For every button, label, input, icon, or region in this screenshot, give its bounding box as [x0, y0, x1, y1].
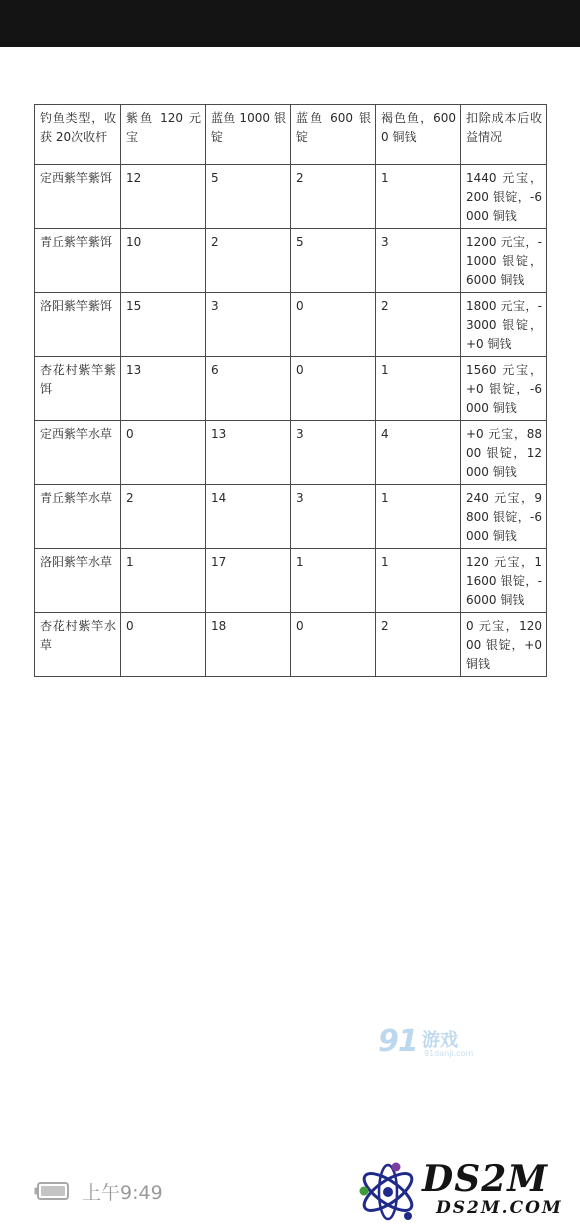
fishing-table [34, 104, 547, 677]
table-cell-blue-fish-1000: 13 [206, 421, 291, 485]
table-cell-blue-fish-600: 2 [291, 165, 376, 229]
table-row [35, 229, 547, 293]
table-cell-net-profit: +0 元宝，8800 银锭，12000 铜钱 [461, 421, 547, 485]
table-row [35, 485, 547, 549]
ds2m-logo [352, 1158, 570, 1224]
table-cell-purple-fish: 2 [121, 485, 206, 549]
table-cell-fishing-type: 青丘紫竿水草 [35, 485, 121, 549]
table-cell-blue-fish-600: 0 [291, 293, 376, 357]
header-cell-brown-fish: 褐色鱼，6000 铜钱 [376, 105, 461, 165]
table-cell-net-profit: 0 元宝，12000 银锭，+0 铜钱 [461, 613, 547, 677]
table-cell-fishing-type: 洛阳紫竿水草 [35, 549, 121, 613]
table-cell-net-profit: 1200 元宝，-1000 银锭，6000 铜钱 [461, 229, 547, 293]
table-cell-blue-fish-1000: 18 [206, 613, 291, 677]
watermark-91-logo [378, 1024, 478, 1064]
table-cell-fishing-type: 洛阳紫竿紫饵 [35, 293, 121, 357]
watermark-game-label: 游戏 [422, 1030, 458, 1051]
table-cell-blue-fish-1000: 3 [206, 293, 291, 357]
table-cell-brown-fish: 4 [376, 421, 461, 485]
table-cell-blue-fish-600: 0 [291, 357, 376, 421]
header-cell-blue-fish-1000: 蓝鱼 1000 银锭 [206, 105, 291, 165]
table-cell-blue-fish-1000: 5 [206, 165, 291, 229]
table-cell-fishing-type: 杏花村紫竿水草 [35, 613, 121, 677]
table-cell-brown-fish: 1 [376, 165, 461, 229]
status-time: 上午9:49 [82, 1182, 163, 1204]
table-cell-fishing-type: 杏花村紫竿紫饵 [35, 357, 121, 421]
table-cell-blue-fish-600: 3 [291, 485, 376, 549]
header-cell-blue-fish-600: 蓝鱼 600 银锭 [291, 105, 376, 165]
top-bar [0, 0, 580, 47]
table-cell-blue-fish-1000: 2 [206, 229, 291, 293]
header-cell-purple-fish: 紫鱼 120 元宝 [121, 105, 206, 165]
table-cell-blue-fish-1000: 17 [206, 549, 291, 613]
watermark-url: 91danji.com [424, 1049, 474, 1058]
table-row [35, 165, 547, 229]
table-cell-brown-fish: 1 [376, 485, 461, 549]
table-cell-fishing-type: 青丘紫竿紫饵 [35, 229, 121, 293]
table-cell-blue-fish-600: 0 [291, 613, 376, 677]
ds2m-wordmark: DS2M [422, 1158, 549, 1200]
table-cell-purple-fish: 10 [121, 229, 206, 293]
table-row [35, 293, 547, 357]
table-cell-purple-fish: 15 [121, 293, 206, 357]
table-cell-net-profit: 1560 元宝，+0 银锭，-6000 铜钱 [461, 357, 547, 421]
table-header-row [35, 105, 547, 165]
table-row [35, 613, 547, 677]
ds2m-url: DS2M.COM [436, 1198, 563, 1218]
table-cell-brown-fish: 1 [376, 549, 461, 613]
table-cell-blue-fish-600: 3 [291, 421, 376, 485]
table-cell-blue-fish-600: 5 [291, 229, 376, 293]
table-cell-brown-fish: 3 [376, 229, 461, 293]
table-cell-blue-fish-600: 1 [291, 549, 376, 613]
table-cell-brown-fish: 2 [376, 293, 461, 357]
header-cell-fishing-type: 钓鱼类型，收获 20次收杆 [35, 105, 121, 165]
table-row [35, 421, 547, 485]
table-cell-net-profit: 1440 元宝，200 银锭，-6000 铜钱 [461, 165, 547, 229]
table-cell-net-profit: 120 元宝，11600 银锭，-6000 铜钱 [461, 549, 547, 613]
header-cell-net-profit: 扣除成本后收益情况 [461, 105, 547, 165]
battery-icon [34, 1182, 70, 1200]
table-cell-purple-fish: 1 [121, 549, 206, 613]
atom-emblem-icon [352, 1158, 424, 1224]
table-cell-purple-fish: 12 [121, 165, 206, 229]
table-cell-purple-fish: 13 [121, 357, 206, 421]
table-cell-blue-fish-1000: 14 [206, 485, 291, 549]
table-cell-net-profit: 1800 元宝，-3000 银锭，+0 铜钱 [461, 293, 547, 357]
table-cell-purple-fish: 0 [121, 613, 206, 677]
watermark-91-number: 91 [378, 1024, 418, 1059]
table-cell-fishing-type: 定西紫竿水草 [35, 421, 121, 485]
table-cell-fishing-type: 定西紫竿紫饵 [35, 165, 121, 229]
table-cell-blue-fish-1000: 6 [206, 357, 291, 421]
table-cell-brown-fish: 1 [376, 357, 461, 421]
table-row [35, 549, 547, 613]
table-cell-purple-fish: 0 [121, 421, 206, 485]
table-row [35, 357, 547, 421]
table-cell-brown-fish: 2 [376, 613, 461, 677]
table-cell-net-profit: 240 元宝，9800 银锭，-6000 铜钱 [461, 485, 547, 549]
